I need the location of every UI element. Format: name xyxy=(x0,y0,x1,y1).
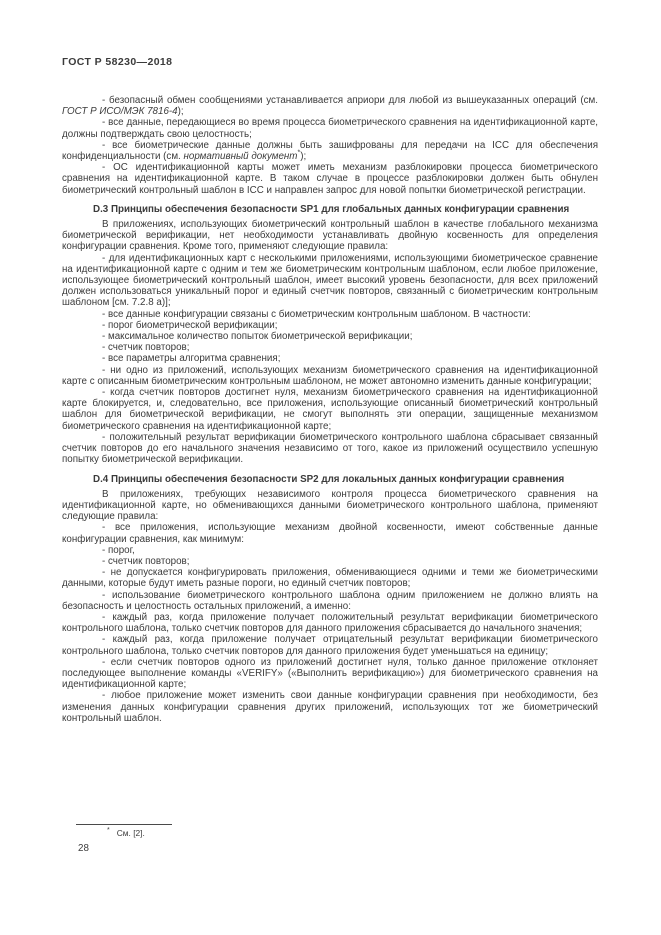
list-item: - порог, xyxy=(102,544,135,556)
list-item: - каждый раз, когда приложение получает отрицательный результат верификации биометрического контрольного шаблона, только счетчик повторов для данного приложения будет уменьшаться на единицу; xyxy=(62,634,598,657)
list-item-text: - все биометрические данные должны быть зашифрованы для передачи на ICC для обеспечения конфиденциальности (см. xyxy=(62,139,598,163)
footnote: * См. [2]. xyxy=(107,827,145,838)
footnote-divider xyxy=(76,824,172,825)
document-body xyxy=(62,95,598,724)
list-item: - порог биометрической верификации; xyxy=(102,319,278,331)
list-item: - все параметры алгоритма сравнения; xyxy=(102,353,281,365)
paragraph: В приложениях, требующих независимого контроля процесса биометрического сравнения на идентификационной карте, но обменивающихся данными биометрического контрольного шаблона, применяют следующие правила: xyxy=(62,488,598,523)
list-item: - все данные, передающиеся во время процесса биометрического сравнения на идентификационной карте, должны подтверждать свою целостность; xyxy=(62,117,598,140)
list-item-text: ); xyxy=(300,151,307,163)
list-item: - счетчик повторов; xyxy=(102,555,190,567)
list-item: - каждый раз, когда приложение получает положительный результат верификации биометрического контрольного шаблона, только счетчик повторов для данного приложения сбрасывается до начального значения; xyxy=(62,611,598,635)
section-heading-d3: D.3 Принципы обеспечения безопасности SP1 для глобальных данных конфигурации сравнения xyxy=(93,203,570,215)
section-heading-d4: D.4 Принципы обеспечения безопасности SP2 для локальных данных конфигурации сравнения xyxy=(93,473,565,485)
footnote-text: См. [2]. xyxy=(116,828,145,838)
normative-document-reference: нормативный документ xyxy=(183,151,298,163)
list-item: - использование биометрического контрольного шаблона одним приложением не должно влиять на безопасность и целостность остальных приложений, а именно: xyxy=(62,589,598,612)
list-item: - если счетчик повторов одного из приложений достигнет нуля, только данное приложение отклоняет последующее выполнение команды «VERIFY» («Выполнить верификацию») для биометрического сравнения на идентификационной карте; xyxy=(62,656,598,691)
list-item: - счетчик повторов; xyxy=(102,342,190,354)
document-header: ГОСТ Р 58230—2018 xyxy=(62,56,173,68)
list-item xyxy=(62,140,598,162)
list-item: - максимальное количество попыток биометрической верификации; xyxy=(102,331,413,343)
list-item: - для идентификационных карт с несколькими приложениями, использующими биометрическое сравнение на идентификационной карте с одним и тем же биометрическим контрольным шаблоном, если любое приложение, использующее биометрический контрольный шаблон, имеет высокий уровень безопасности, для всех приложений должен использоваться уникальный порог и единый счетчик повторов, связанный с биометрическим контрольным шаблоном [см. 7.2.8 а)]; xyxy=(62,252,598,309)
list-item: - любое приложение может изменить свои данные конфигурации сравнения при необходимости, без изменения данных конфигурации сравнения других приложений, использующих тот же биометрический контрольный шаблон. xyxy=(62,690,598,724)
footnote-reference: * xyxy=(297,149,301,157)
list-item: - все данные конфигурации связаны с биометрическим контрольным шаблоном. В частности: xyxy=(102,308,531,320)
list-item: - ОС идентификационной карты может иметь механизм разблокировки процесса биометрического сравнения на идентификационной карте. В таком случае в процессе разблокировки должен быть обнулен биометрический контрольный шаблон в ICC и направлен запрос для новой попытки биометрической регистрации. xyxy=(62,162,598,196)
list-item-text: - безопасный обмен сообщениями устанавливается априори для любой из вышеуказанных операций (см. xyxy=(102,95,598,106)
list-item-text: ); xyxy=(177,106,184,118)
list-item: - не допускается конфигурировать приложения, обменивающиеся одними и теми же биометрическими данными, которые будут иметь разные пороги, но единый счетчик повторов; xyxy=(62,567,598,590)
paragraph: В приложениях, использующих биометрический контрольный шаблон в качестве глобального механизма биометрической верификации, нет необходимости устанавливать двойную косвенность для определения конфигурации сравнения. Кроме того, применяют следующие правила: xyxy=(62,219,598,253)
list-item: - положительный результат верификации биометрического контрольного шаблона сбрасывает связанный счетчик повторов до его начального значения независимо от того, какое из приложений осуществило успешную попытку биометрической верификации. xyxy=(62,431,598,466)
list-item: - ни одно из приложений, использующих механизм биометрического сравнения на идентификационной карте с описанным биометрическим контрольным шаблоном, не может автономно изменить данные конфигурации; xyxy=(62,364,598,387)
page-number: 28 xyxy=(78,843,89,854)
list-item xyxy=(62,95,598,117)
list-item: - когда счетчик повторов достигнет нуля, механизм биометрического сравнения на идентификационной карте блокируется, и, следовательно, все приложения, использующие описанный биометрический контрольный шаблон для биометрической верификации, не смогут выполнять эти операции, защищенные механизмом биометрического сравнения на идентификационной карте; xyxy=(62,387,598,432)
standard-reference: ГОСТ Р ИСО/МЭК 7816-4 xyxy=(62,106,178,118)
list-item: - все приложения, использующие механизм двойной косвенности, имеют собственные данные конфигурации сравнения, как минимум: xyxy=(62,522,598,545)
